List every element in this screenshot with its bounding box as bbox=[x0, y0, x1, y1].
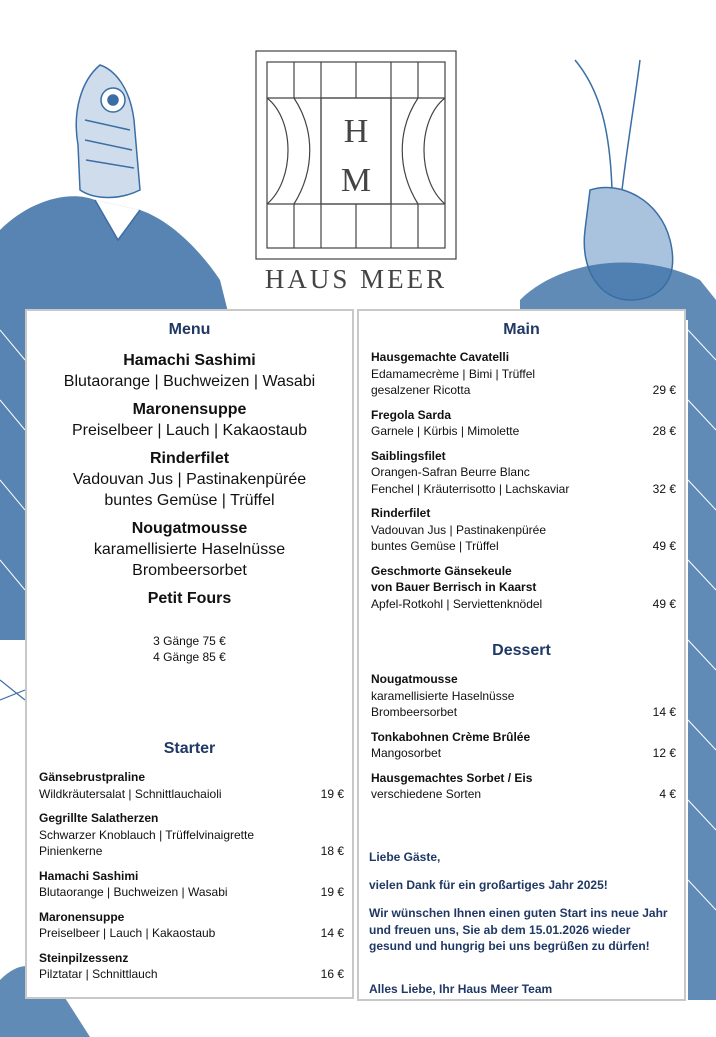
list-item bbox=[371, 729, 676, 762]
item-desc: Brombeersorbet bbox=[371, 705, 458, 719]
list-item bbox=[371, 407, 676, 440]
item-desc: Pilztatar | Schnittlauch bbox=[39, 967, 158, 981]
item-price: 12 € bbox=[652, 746, 676, 760]
logo bbox=[255, 50, 457, 260]
item-desc: karamellisierte Haselnüsse bbox=[371, 688, 515, 703]
item-name: Maronensuppe bbox=[39, 909, 125, 924]
item-name: Nougatmousse bbox=[371, 672, 458, 686]
item-desc: Blutaorange | Buchweizen | Wasabi bbox=[39, 885, 228, 899]
item-name: Saiblingsfilet bbox=[371, 448, 446, 463]
menu-course bbox=[27, 589, 352, 609]
item-desc: Wildkräutersalat | Schnittlauchaioli bbox=[39, 786, 222, 801]
menu-course bbox=[27, 519, 352, 581]
item-price: 49 € bbox=[652, 596, 676, 611]
item-desc: Schwarzer Knoblauch | Trüffelvinaigrette bbox=[39, 827, 255, 842]
tasting-menu bbox=[27, 351, 352, 665]
item-desc: Preiselbeer | Lauch | Kakaostaub bbox=[39, 926, 216, 940]
item-price: 49 € bbox=[652, 539, 676, 553]
fish-head-illustration bbox=[76, 65, 140, 198]
menu-course bbox=[27, 351, 352, 392]
item-price: 28 € bbox=[652, 424, 676, 438]
item-desc: gesalzener Ricotta bbox=[371, 383, 471, 397]
item-price: 14 € bbox=[320, 926, 344, 940]
item-price: 19 € bbox=[320, 885, 344, 899]
item-price: 14 € bbox=[652, 705, 676, 719]
item-price: 32 € bbox=[652, 481, 676, 496]
menu-price-4: 4 Gänge 85 € bbox=[153, 650, 226, 664]
note-wish: Wir wünschen Ihnen einen guten Start ins neue Jahr und freuen uns, Sie ab dem 15.01.2026 wieder gesund und hungrig bei uns begrüßen zu dürfen! bbox=[369, 906, 668, 953]
item-price: 18 € bbox=[320, 844, 344, 858]
course-desc: karamellisierte Haselnüsse bbox=[93, 541, 286, 558]
lobster-antenna-illustration bbox=[575, 60, 640, 190]
menu-course bbox=[27, 400, 352, 441]
item-desc: Edamamecrème | Bimi | Trüffel bbox=[371, 366, 536, 381]
item-name: Hamachi Sashimi bbox=[39, 868, 139, 883]
list-item bbox=[371, 349, 676, 399]
right-panel bbox=[357, 309, 686, 1001]
list-item bbox=[39, 909, 344, 942]
starter-title: Starter bbox=[163, 740, 216, 757]
item-name: Geschmorte Gänsekeule von Bauer Berrisch in Kaarst bbox=[371, 563, 537, 594]
item-name: Hausgemachte Cavatelli bbox=[371, 350, 510, 364]
item-desc: buntes Gemüse | Trüffel bbox=[371, 539, 499, 553]
note-thanks: vielen Dank für ein großartiges Jahr 2025! bbox=[369, 878, 608, 892]
item-desc: Vadouvan Jus | Pastinakenpürée bbox=[371, 522, 547, 537]
course-name: Nougatmousse bbox=[131, 520, 248, 537]
note-signoff: Alles Liebe, Ihr Haus Meer Team bbox=[369, 982, 553, 996]
item-desc: Apfel-Rotkohl | Serviettenknödel bbox=[371, 596, 543, 611]
dessert-title: Dessert bbox=[492, 642, 551, 659]
brand-name: HAUS MEER bbox=[264, 264, 448, 294]
item-name: Gegrillte Salatherzen bbox=[39, 811, 159, 825]
course-desc: Blutaorange | Buchweizen | Wasabi bbox=[63, 373, 316, 390]
list-item bbox=[371, 563, 676, 613]
starter-list bbox=[39, 769, 344, 991]
logo-initial-h: H bbox=[343, 113, 369, 150]
item-price: 16 € bbox=[320, 967, 344, 981]
logo-initial-m: M bbox=[340, 162, 372, 199]
course-name: Hamachi Sashimi bbox=[123, 352, 256, 369]
menu-prices bbox=[27, 633, 352, 665]
item-name: Rinderfilet bbox=[371, 506, 431, 520]
item-desc: Fenchel | Kräuterrisotto | Lachskaviar bbox=[371, 481, 570, 496]
item-desc: Garnele | Kürbis | Mimolette bbox=[371, 424, 520, 438]
main-list bbox=[371, 349, 676, 620]
list-item bbox=[371, 448, 676, 498]
list-item bbox=[39, 769, 344, 802]
item-desc: Orangen-Safran Beurre Blanc bbox=[371, 465, 530, 479]
dessert-list bbox=[371, 671, 676, 811]
list-item bbox=[371, 505, 676, 555]
item-name: Steinpilzessenz bbox=[39, 950, 129, 965]
main-title: Main bbox=[503, 321, 540, 338]
item-name: Tonkabohnen Crème Brûlée bbox=[371, 729, 531, 744]
menu-course bbox=[27, 449, 352, 511]
left-panel bbox=[25, 309, 354, 999]
course-name: Petit Fours bbox=[147, 590, 232, 607]
item-desc: verschiedene Sorten bbox=[371, 787, 482, 801]
list-item bbox=[39, 868, 344, 901]
course-desc: Brombeersorbet bbox=[132, 562, 247, 579]
course-desc: Vadouvan Jus | Pastinakenpürée bbox=[72, 471, 307, 488]
list-item bbox=[371, 671, 676, 721]
course-desc: buntes Gemüse | Trüffel bbox=[104, 492, 275, 509]
item-name: Hausgemachtes Sorbet / Eis bbox=[371, 770, 533, 785]
list-item bbox=[39, 950, 344, 983]
item-price: 4 € bbox=[659, 787, 676, 801]
item-price: 19 € bbox=[320, 786, 344, 801]
course-name: Maronensuppe bbox=[132, 401, 247, 418]
course-name: Rinderfilet bbox=[149, 450, 230, 467]
list-item bbox=[39, 810, 344, 860]
item-desc: Pinienkerne bbox=[39, 844, 103, 858]
note-greeting: Liebe Gäste, bbox=[369, 850, 441, 864]
item-desc: Mangosorbet bbox=[371, 746, 442, 760]
menu-price-3: 3 Gänge 75 € bbox=[153, 634, 226, 648]
item-price: 29 € bbox=[652, 383, 676, 397]
list-item bbox=[371, 770, 676, 803]
logo-emblem bbox=[255, 50, 457, 260]
course-desc: Preiselbeer | Lauch | Kakaostaub bbox=[71, 422, 308, 439]
menu-title: Menu bbox=[168, 321, 211, 338]
item-name: Fregola Sarda bbox=[371, 407, 452, 422]
item-name: Gänsebrustpraline bbox=[39, 770, 146, 784]
